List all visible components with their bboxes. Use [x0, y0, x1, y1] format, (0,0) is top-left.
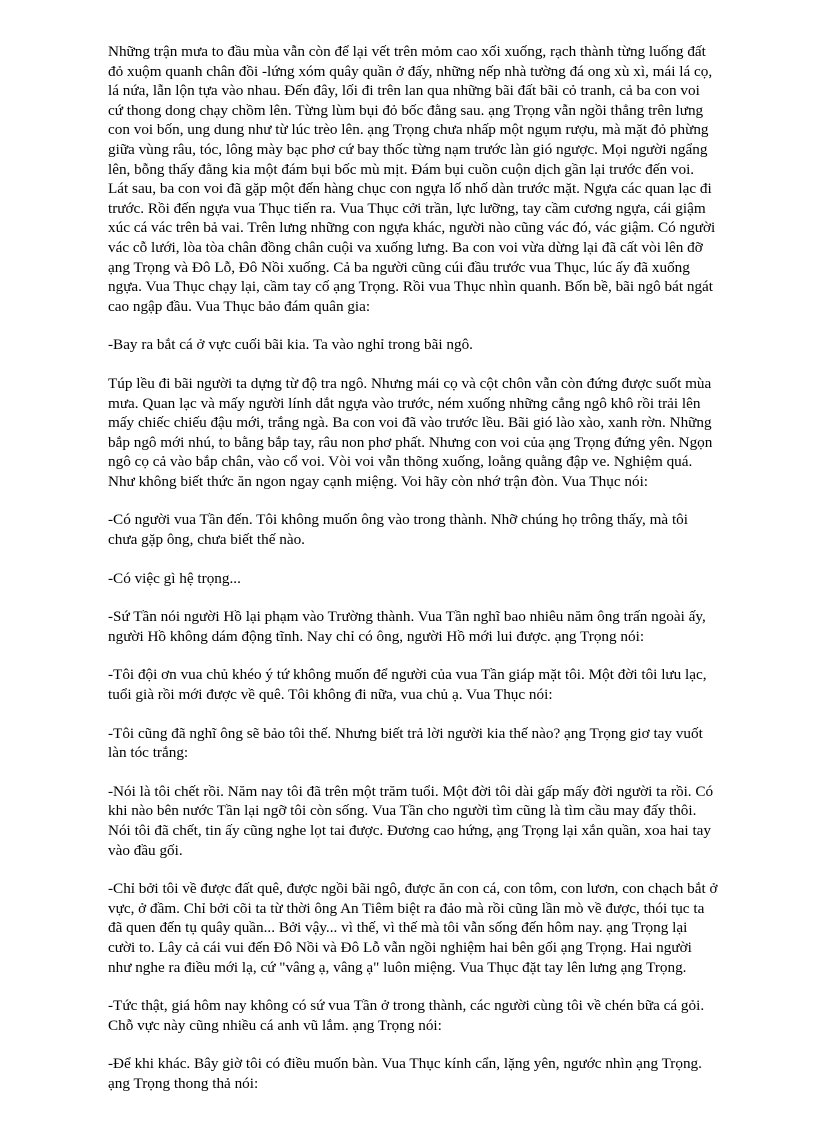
paragraph-4: -Có người vua Tần đến. Tôi không muốn ông vào trong thành. Nhỡ chúng họ trông thấy, mà tôi chưa gặp ông, chưa biết thế nào.: [108, 511, 688, 549]
paragraph-3: Túp lều đi bãi người ta dựng từ độ tra ngô. Nhưng mái cọ và cột chôn vẫn còn đứng được suốt mùa mưa. Quan lạc và mấy người lính dắt ngựa vào trước, ném xuống những cẳng ngô khô rồi trải lên mấy chiếc chiếu đậu mới, trắng ngà. Ba con voi đã vào trước lều. Bãi gió lào xào, xanh rờn. Những bắp ngô mới nhú, to bằng bắp tay, râu non phơ phất. Nhưng con voi của ạng Trọng đứng yên. Ngọn ngô cọ cả vào bắp chân, vào cổ voi. Vòi voi vẫn thõng xuống, loằng quằng đập ve. Nghiệm quá. Như không biết thức ăn ngon ngay cạnh miệng. Voi hãy còn nhớ trận đòn. Vua Thục nói:: [108, 374, 713, 490]
paragraph-9: -Nói là tôi chết rồi. Năm nay tôi đã trên một trăm tuổi. Một đời tôi dài gấp mấy đời người ta rồi. Có khi nào bên nước Tần lại ngỡ tôi còn sống. Vua Tần cho người tìm cũng là tìm cầu may đấy thôi. Nói tôi đã chết, tin ấy cũng nghe lọt tai được. Đương cao hứng, ạng Trọng lại xắn quần, xoa hai tay vào đầu gối.: [108, 782, 714, 859]
paragraph-11: -Tức thật, giá hôm nay không có sứ vua Tần ở trong thành, các người cùng tôi về chén bữa cá gỏi. Chỗ vực này cũng nhiều cá anh vũ lắm. ạng Trọng nói:: [108, 997, 705, 1034]
paragraph-12: -Để khi khác. Bây giờ tôi có điều muốn bàn. Vua Thục kính cẩn, lặng yên, ngước nhìn ạng Trọng. ạng Trọng thong thả nói:: [108, 1055, 702, 1092]
paragraph-6: -Sứ Tần nói người Hồ lại phạm vào Trường thành. Vua Tần nghĩ bao nhiêu năm ông trấn ngoài ấy, người Hồ không dám động tĩnh. Nay chỉ có ông, người Hồ mới lui được. ạng Trọng nói:: [108, 608, 706, 645]
paragraph-1: Những trận mưa to đầu mùa vẫn còn để lại vết trên mỏm cao xối xuống, rạch thành từng luống đất đỏ xuộm quanh chân đồi -lứng xóm quây quần ở đấy, những nếp nhà tường đá ong xù xì, mái lá cọ, lá nứa, lẫn lộn tựa vào nhau. Đến đây, lối đi trên lan qua những bãi đất bãi cỏ tranh, cả ba con voi cứ thong dong chạy chồm lên. Từng lùm bụi đỏ bốc đằng sau. ạng Trọng vẫn ngồi thẳng trên lưng con voi bốn, ung dung như từ lúc trèo lên. ạng Trọng chưa nhấp một ngụm rượu, mà mặt đỏ phừng giữa vùng râu, tóc, lông mày bạc phơ cứ bay thốc từng nạm trước làn gió ngược. Mọi người ngẩng lên, bỗng thấy đằng kia một đám bụi bốc mù mịt. Đám bụi cuồn cuộn dịch gần lại trước đến voi. Lát sau, ba con voi đã gặp một đến hàng chục con ngựa lố nhố dàn trước mặt. Ngựa các quan lạc đi trước. Rồi đến ngựa vua Thục tiến ra. Vua Thục cởi trần, lực lưỡng, tay cầm cương ngựa, cái giậm xúc cá vác trên bả vai. Trên lưng những con ngựa khác, người nào cũng vác đó, vác giậm. Có người vác cỗ lưới, lòa tòa chân đồng chân cuội va xuống lưng. Ba con voi vừa dừng lại đã cất vòi lên đỡ ạng Trọng và Đô Lỗ, Đô Nồi xuống. Cả ba người cũng cúi đầu trước vua Thục, lúc ấy đã xuống ngựa. Vua Thục chạy lại, cầm tay cố ạng Trọng. Rồi vua Thục nhìn quanh. Bốn bề, bãi ngô bát ngát cao ngập đầu. Vua Thục bảo đám quân gia:: [108, 43, 716, 315]
paragraph-2: -Bay ra bắt cá ở vực cuối bãi kia. Ta vào nghỉ trong bãi ngô.: [108, 336, 473, 354]
paragraph-5: -Có việc gì hệ trọng...: [108, 569, 241, 587]
paragraph-8: -Tôi cũng đã nghĩ ông sẽ bảo tôi thế. Nhưng biết trả lời người kia thế nào? ạng Trọng giơ tay vuốt làn tóc trắng:: [108, 724, 703, 762]
paragraph-10: -Chỉ bởi tôi về được đất quê, được ngồi bãi ngô, được ăn con cá, con tôm, con lươn, con chạch bắt ở vực, ở đầm. Chỉ bởi cõi ta từ thời ông An Tiêm biệt ra đảo mà rồi cũng lần mò về được, thói tục ta đã quen đến tụ quây quần... Bởi vậy... vì thế, vì thế mà tôi vẫn sống đến hôm nay. ạng Trọng lại cười to. Lây cả cái vui đến Đô Nồi và Đô Lỗ vẫn ngồi nghiệm hai bên gối ạng Trọng. Hai người như nghe ra điều mới lạ, cứ "vâng ạ, vâng ạ" luôn miệng. Vua Thục đặt tay lên lưng ạng Trọng.: [108, 880, 718, 976]
paragraph-7: -Tôi đội ơn vua chủ khéo ý tứ không muốn để người của vua Tần giáp mặt tôi. Một đời tôi lưu lạc, tuổi già rồi mới được về quê. Tôi không đi nữa, vua chủ ạ. Vua Thục nói:: [108, 666, 707, 704]
